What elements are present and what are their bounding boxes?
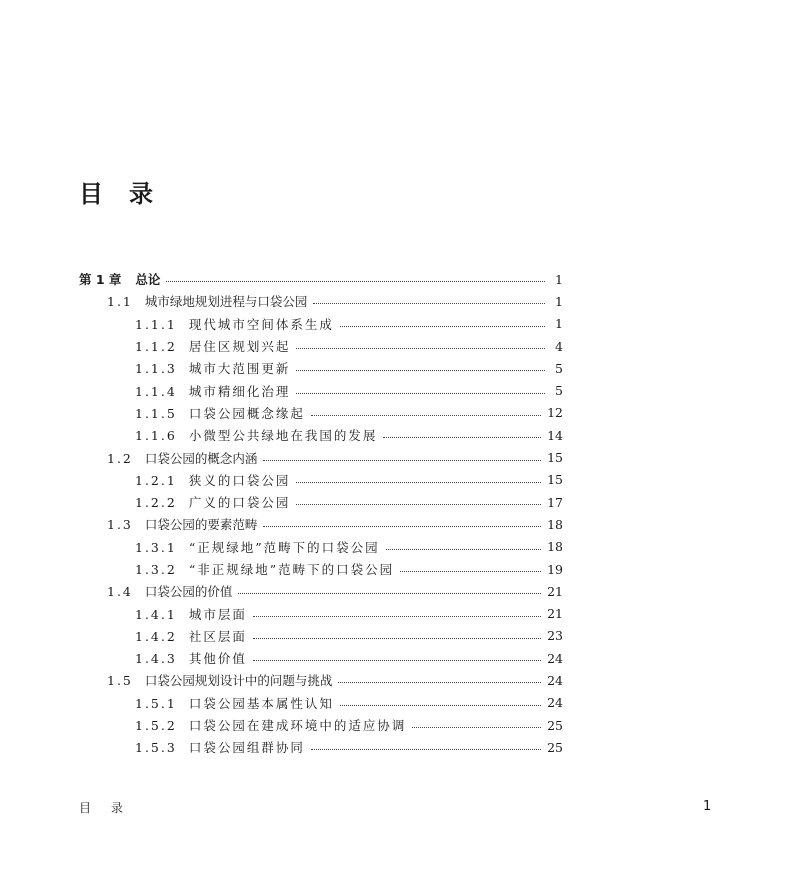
toc-entry-title: 城市大范围更新: [188, 361, 291, 377]
toc-entry-page: 25: [547, 739, 563, 755]
toc-entry-page: 15: [547, 450, 563, 466]
toc-entry-page: 24: [547, 650, 563, 666]
toc-entry-title: 口袋公园的要素范畴: [144, 517, 258, 533]
toc-entry-title: 广义的口袋公园: [188, 495, 291, 511]
toc-entry-number: 第 1 章: [79, 272, 122, 288]
toc-entry-page: 17: [547, 494, 563, 510]
toc-leader-dots: [253, 637, 541, 639]
toc-leader-dots: [296, 503, 541, 505]
toc-entry[interactable]: [79, 313, 563, 335]
toc-entry-page: 5: [555, 360, 563, 376]
page-number: 1: [703, 799, 712, 814]
toc-entry-page: 12: [547, 405, 563, 421]
toc-entry-title: 其他价值: [188, 651, 247, 667]
toc-entry-title: 口袋公园基本属性认知: [188, 695, 334, 711]
toc-entry[interactable]: [79, 558, 563, 580]
toc-entry[interactable]: [79, 424, 563, 446]
toc-entry-label: [135, 605, 247, 623]
toc-leader-dots: [296, 481, 541, 483]
toc-entry-label: [135, 560, 394, 578]
toc-entry-title: 城市绿地规划进程与口袋公园: [144, 294, 308, 310]
toc-leader-dots: [263, 459, 541, 461]
toc-entry[interactable]: [79, 714, 563, 736]
toc-entry-label: [107, 671, 332, 689]
toc-entry-title: “非正规绿地”范畴下的口袋公园: [188, 562, 395, 577]
toc-entry-page: 1: [555, 293, 563, 309]
table-of-contents: [79, 268, 563, 759]
toc-entry-label: [107, 292, 307, 310]
toc-entry-title: 狭义的口袋公园: [188, 472, 291, 488]
toc-entry-title: 口袋公园的价值: [144, 584, 233, 600]
toc-leader-dots: [313, 302, 545, 304]
toc-entry-number: 1.2: [107, 450, 133, 466]
toc-leader-dots: [166, 280, 545, 282]
toc-leader-dots: [412, 726, 541, 728]
toc-entry[interactable]: [79, 402, 563, 424]
toc-entry[interactable]: [79, 625, 563, 647]
toc-entry-page: 15: [547, 472, 563, 488]
toc-entry-page: 24: [547, 695, 563, 711]
toc-entry-number: 1.1.3: [135, 361, 177, 377]
toc-leader-dots: [400, 570, 541, 572]
toc-entry-label: [135, 471, 290, 489]
toc-entry-title: 口袋公园的概念内涵: [144, 450, 258, 466]
toc-entry-label: [135, 716, 406, 734]
toc-entry-label: [107, 449, 257, 467]
toc-entry-label: [135, 493, 290, 511]
toc-entry-title: 小微型公共绿地在我国的发展: [188, 428, 378, 444]
toc-entry-page: 18: [547, 539, 563, 555]
toc-entry-number: 1.2.2: [135, 495, 177, 511]
toc-entry-number: 1.1.6: [135, 428, 177, 444]
toc-entry-label: [135, 694, 334, 712]
toc-leader-dots: [311, 748, 541, 750]
toc-entry-title: 城市层面: [188, 606, 247, 622]
toc-entry[interactable]: [79, 491, 563, 513]
toc-entry[interactable]: [79, 357, 563, 379]
toc-leader-dots: [263, 525, 541, 527]
toc-entry-page: 19: [547, 561, 563, 577]
toc-entry-number: 1.3.1: [135, 539, 177, 555]
toc-entry-page: 21: [547, 606, 563, 622]
toc-leader-dots: [296, 347, 545, 349]
toc-entry-label: [135, 404, 305, 422]
toc-entry-page: 18: [547, 516, 563, 532]
toc-entry[interactable]: [79, 647, 563, 669]
toc-entry-number: 1.5.2: [135, 718, 177, 734]
page-title-part1: 目: [79, 180, 103, 208]
toc-entry-label: [79, 270, 160, 288]
toc-leader-dots: [383, 436, 541, 438]
toc-entry[interactable]: [79, 536, 563, 558]
toc-entry-label: [135, 337, 290, 355]
toc-entry-title: 居住区规划兴起: [188, 339, 291, 355]
toc-entry-title: 社区层面: [188, 628, 247, 644]
toc-entry-number: 1.3: [107, 517, 133, 533]
toc-leader-dots: [296, 392, 545, 394]
toc-entry-number: 1.1.5: [135, 405, 177, 421]
toc-entry-number: 1.4.3: [135, 651, 177, 667]
toc-entry[interactable]: [79, 379, 563, 401]
toc-entry[interactable]: [79, 446, 563, 468]
toc-leader-dots: [340, 704, 541, 706]
toc-entry[interactable]: [79, 602, 563, 624]
toc-entry-label: [107, 582, 232, 600]
toc-entry-label: [107, 515, 257, 533]
toc-entry-page: 14: [547, 427, 563, 443]
toc-entry[interactable]: [79, 469, 563, 491]
toc-entry-title: 口袋公园规划设计中的问题与挑战: [144, 673, 333, 689]
toc-entry-title: 口袋公园在建成环境中的适应协调: [188, 718, 407, 734]
toc-entry-title: 口袋公园组群协同: [188, 740, 305, 756]
toc-entry-label: [135, 315, 334, 333]
toc-entry-number: 1.4.1: [135, 606, 177, 622]
toc-entry-label: [135, 426, 377, 444]
toc-entry-number: 1.2.1: [135, 472, 177, 488]
toc-entry-number: 1.3.2: [135, 562, 177, 577]
toc-leader-dots: [296, 369, 545, 371]
toc-entry-title: 口袋公园概念缘起: [188, 405, 305, 421]
toc-entry-label: [135, 627, 247, 645]
toc-leader-dots: [311, 414, 541, 416]
toc-entry[interactable]: [79, 268, 563, 290]
toc-entry-label: [135, 649, 247, 667]
toc-entry[interactable]: [79, 335, 563, 357]
toc-leader-dots: [386, 548, 541, 550]
page-title: [79, 174, 153, 209]
toc-leader-dots: [340, 325, 545, 327]
toc-entry-number: 1.1.2: [135, 339, 177, 355]
toc-entry-title: “正规绿地”范畴下的口袋公园: [188, 539, 380, 555]
toc-entry-page: 25: [547, 717, 563, 733]
toc-entry[interactable]: [79, 513, 563, 535]
toc-entry[interactable]: [79, 669, 563, 691]
toc-entry-label: [135, 738, 305, 756]
toc-entry-label: [135, 538, 380, 556]
toc-entry-label: [135, 382, 290, 400]
toc-entry[interactable]: [79, 290, 563, 312]
toc-entry-page: 5: [555, 383, 563, 399]
toc-entry[interactable]: [79, 692, 563, 714]
toc-entry-title: 总论: [135, 272, 161, 288]
toc-entry-title: 城市精细化治理: [188, 383, 291, 399]
toc-entry-page: 24: [547, 672, 563, 688]
toc-leader-dots: [338, 681, 541, 683]
toc-entry-number: 1.5.3: [135, 740, 177, 756]
toc-entry-number: 1.1.1: [135, 316, 177, 332]
toc-entry-number: 1.5.1: [135, 695, 177, 711]
toc-entry-number: 1.5: [107, 673, 133, 689]
running-head: 目 录: [79, 801, 131, 815]
toc-leader-dots: [238, 592, 541, 594]
toc-entry-page: 1: [555, 271, 563, 287]
toc-entry-page: 1: [555, 316, 563, 332]
toc-entry[interactable]: [79, 580, 563, 602]
toc-entry-number: 1.1: [107, 294, 133, 310]
toc-entry-page: 4: [555, 338, 563, 354]
toc-entry-title: 现代城市空间体系生成: [188, 316, 334, 332]
toc-entry-number: 1.4.2: [135, 628, 177, 644]
toc-entry-page: 21: [547, 583, 563, 599]
toc-entry-label: [135, 359, 290, 377]
page-title-part2: 录: [129, 180, 153, 208]
toc-entry-number: 1.4: [107, 584, 133, 600]
toc-entry[interactable]: [79, 736, 563, 758]
toc-entry-number: 1.1.4: [135, 383, 177, 399]
toc-leader-dots: [253, 615, 541, 617]
toc-leader-dots: [253, 659, 541, 661]
toc-entry-page: 23: [547, 628, 563, 644]
